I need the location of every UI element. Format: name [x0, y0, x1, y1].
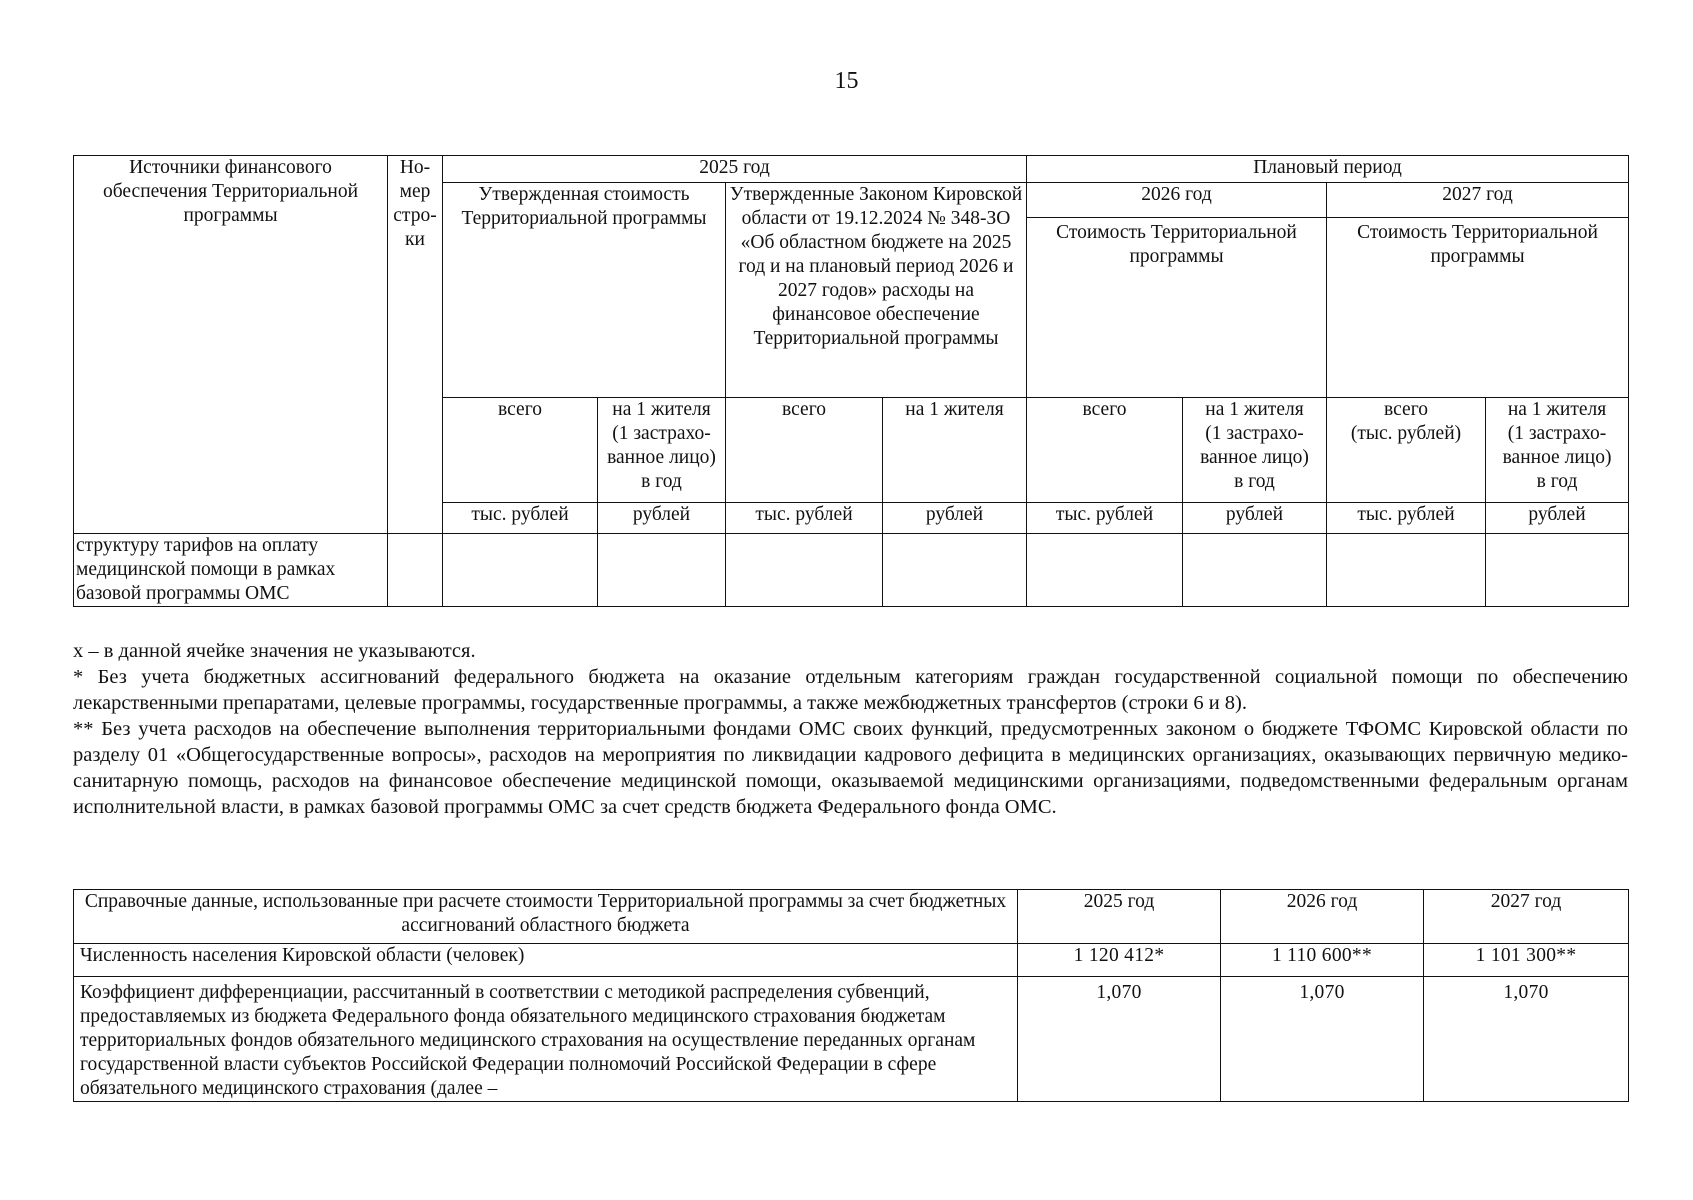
- table-cell: [1486, 534, 1629, 607]
- table-cell: [598, 534, 726, 607]
- subheader-total-thousand: всего (тыс. рублей): [1327, 398, 1486, 503]
- page-number: 15: [834, 68, 859, 94]
- note-x: x – в данной ячейке значения не указываются.: [73, 640, 476, 662]
- table-row: [74, 977, 1629, 1102]
- ref-header: Справочные данные, использованные при расчете стоимости Территориальной программы за счет бюджетных ассигнований областного бюджета: [74, 890, 1018, 944]
- unit-rub: рублей: [1486, 503, 1629, 534]
- header-cost-2026: Стоимость Территориальной программы: [1027, 218, 1327, 398]
- table-cell: [883, 534, 1027, 607]
- subheader-total: всего: [726, 398, 883, 503]
- ref-value: 1 120 412*: [1018, 944, 1221, 977]
- note-double-star: ** Без учета расходов на обеспечение выполнения территориальными фондами ОМС своих функций, предусмотренных законом о бюджете ТФОМС Кировской области по разделу 01 «Общегосударственные вопросы», расходов на мероприятия по ликвидации кадрового дефицита в медицинских организациях, оказывающих первичную медико-санитарную помощь, расходов на финансовое обеспечение медицинской помощи, оказываемой медицинскими организациями, подведомственными федеральным органам исполнительной власти, в рамках базовой программы ОМС за счет средств бюджета Федерального фонда ОМС.: [73, 718, 1628, 818]
- ref-row-label: Численность населения Кировской области (человек): [74, 944, 1018, 977]
- table-row: [74, 944, 1629, 977]
- unit-thousand-rub: тыс. рублей: [443, 503, 598, 534]
- header-year-2025: 2025 год: [443, 156, 1027, 183]
- header-year-2027: 2027 год: [1327, 183, 1629, 218]
- row-label: структуру тарифов на оплату медицинской помощи в рамках базовой программы ОМС: [74, 534, 388, 607]
- header-year-2026: 2026 год: [1027, 183, 1327, 218]
- header-financing-sources: Источники финансового обеспечения Территориальной программы: [74, 156, 388, 534]
- table-cell: [443, 534, 598, 607]
- subheader-per-resident: на 1 жителя: [883, 398, 1027, 503]
- header-planned-period: Плановый период: [1027, 156, 1629, 183]
- subheader-total: всего: [443, 398, 598, 503]
- subheader-per-resident-insured: на 1 жителя (1 застрахо- ванное лицо) в год: [1183, 398, 1327, 503]
- table-cell: [388, 534, 443, 607]
- unit-rub: рублей: [883, 503, 1027, 534]
- table-cell: [726, 534, 883, 607]
- ref-year-2026: 2026 год: [1221, 890, 1424, 944]
- financing-sources-table: [73, 155, 1629, 607]
- table-cell: [1327, 534, 1486, 607]
- unit-thousand-rub: тыс. рублей: [726, 503, 883, 534]
- unit-rub: рублей: [1183, 503, 1327, 534]
- ref-value: 1 101 300**: [1424, 944, 1629, 977]
- ref-value: 1,070: [1018, 977, 1221, 1102]
- note-star: * Без учета бюджетных ассигнований федерального бюджета на оказание отдельным категориям граждан государственной социальной помощи по обеспечению лекарственными препаратами, целевые программы, государственные программы, а также межбюджетных трансфертов (строки 6 и 8).: [73, 666, 1628, 714]
- subheader-per-resident-insured: на 1 жителя (1 застрахо- ванное лицо) в год: [598, 398, 726, 503]
- reference-data-table: [73, 889, 1629, 1102]
- subheader-total: всего: [1027, 398, 1183, 503]
- unit-thousand-rub: тыс. рублей: [1327, 503, 1486, 534]
- unit-thousand-rub: тыс. рублей: [1027, 503, 1183, 534]
- ref-year-2027: 2027 год: [1424, 890, 1629, 944]
- ref-value: 1,070: [1221, 977, 1424, 1102]
- ref-value: 1,070: [1424, 977, 1629, 1102]
- ref-year-2025: 2025 год: [1018, 890, 1221, 944]
- subheader-per-resident-insured: на 1 жителя (1 застрахо- ванное лицо) в год: [1486, 398, 1629, 503]
- header-approved-cost: Утвержденная стоимость Территориальной программы: [443, 183, 726, 398]
- header-row-number: Но- мер стро- ки: [388, 156, 443, 534]
- ref-row-label: Коэффициент дифференциации, рассчитанный в соответствии с методикой распределения субвенций, предоставляемых из бюджета Федерального фонда обязательного медицинского страхования бюджетам территориальных фондов обязательного медицинского страхования на осуществление переданных органам государственной власти субъектов Российской Федерации полномочий Российской Федерации в сфере обязательного медицинского страхования (далее –: [74, 977, 1018, 1102]
- table-cell: [1027, 534, 1183, 607]
- unit-rub: рублей: [598, 503, 726, 534]
- header-cost-2027: Стоимость Территориальной программы: [1327, 218, 1629, 398]
- ref-value: 1 110 600**: [1221, 944, 1424, 977]
- footnotes: [73, 638, 1628, 820]
- table-cell: [1183, 534, 1327, 607]
- header-approved-law: Утвержденные Законом Кировской области от 19.12.2024 № 348-ЗО «Об областном бюджете на 2025 год и на плановый период 2026 и 2027 годов» расходы на финансовое обеспечение Территориальной программы: [726, 183, 1027, 398]
- table-row: [74, 534, 1629, 607]
